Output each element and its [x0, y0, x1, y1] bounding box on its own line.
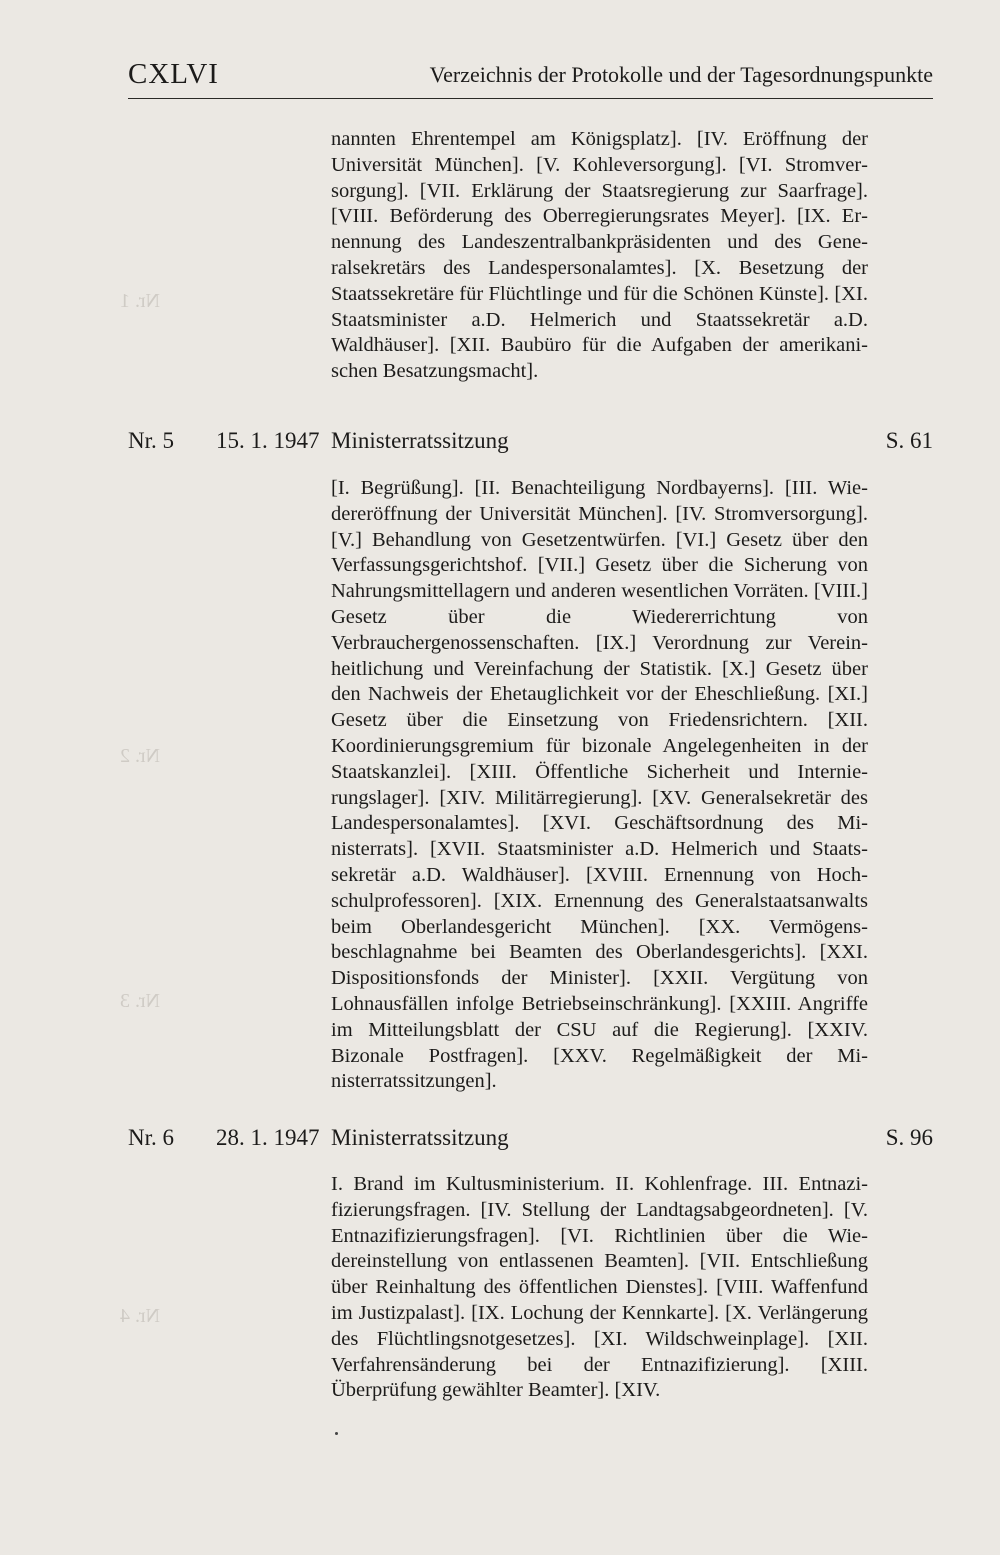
entry-title: Ministerratssitzung [331, 1125, 509, 1150]
running-title: Verzeichnis der Protokolle und der Tagesordnungspunkte [429, 62, 933, 87]
show-through-decoration: Nr. 2 [120, 745, 160, 767]
show-through-decoration: Nr. 1 [120, 290, 160, 312]
page-header [128, 58, 933, 99]
entry-title: Ministerratssitzung [331, 428, 509, 453]
page-number: CXLVI [128, 58, 219, 90]
ink-speck [335, 1432, 338, 1435]
entry-number: Nr. 6 [128, 1125, 174, 1150]
entry-agenda-text: I. Brand im Kultusministerium. II. Kohlenfrage. III. Entnazifizierungsfragen. [IV. Stellung der Landtagsabgeordneten]. [V. Entnazifizierungsfragen]. [VI. Richtlinien über die Wiedereinstellung von entlassenen Beamten]. [VII. Entschließung über Reinhaltung des öffentlichen Dienstes]. [VIII. Waffenfund im Justizpalast]. [IX. Lochung der Kennkarte]. [X. Verlängerung des Flüchtlingsnotgesetzes]. [XI. Wildschweinplage]. [XII. Verfahrensänderung bei der Entnazifizierung]. [XIII. Überprüfung gewählter Beamter]. [XIV. [331, 1173, 868, 1402]
entry-date: 15. 1. 1947 [216, 428, 320, 453]
entry-heading-nr5 [128, 428, 933, 460]
entry-heading-nr6 [128, 1125, 933, 1157]
entry-page-reference: S. 61 [885, 428, 933, 453]
entry-number: Nr. 5 [128, 428, 174, 453]
show-through-decoration: Nr. 3 [120, 990, 160, 1012]
entry-page-reference: S. 96 [885, 1125, 933, 1150]
entry-date: 28. 1. 1947 [216, 1125, 320, 1150]
continued-agenda-text: nannten Ehrentempel am Königsplatz]. [IV. Eröffnung der Universität München]. [V. Kohleversorgung]. [VI. Stromversorgung]. [VII. Erklärung der Staatsregierung zur Saarfrage]. [VIII. Beförderung des Oberregierungsrates Meyer]. [IX. Ernennung des Landeszentralbankpräsidenten und des Generalsekretärs des Landespersonalamtes]. [X. Besetzung der Staatssekretäre für Flüchtlinge und für die Schönen Künste]. [XI. Staatsminister a.D. Helmerich und Staatssekretär a.D. Waldhäuser]. [XII. Baubüro für die Aufgaben der amerikanischen Besatzungsmacht]. [331, 128, 868, 383]
show-through-decoration: Nr. 4 [120, 1305, 160, 1327]
entry-agenda-text: [I. Begrüßung]. [II. Benachteiligung Nordbayerns]. [III. Wiedereröffnung der Universität München]. [IV. Stromversorgung]. [V.] Behandlung von Gesetzentwürfen. [VI.] Gesetz über den Verfassungsgerichtshof. [VII.] Gesetz über die Sicherung von Nahrungsmittellagern und anderen wesentlichen Vorräten. [VIII.] Gesetz über die Wiedererrichtung von Verbrauchergenossenschaften. [IX.] Verordnung zur Vereinheitlichung und Vereinfachung der Statistik. [X.] Gesetz über den Nachweis der Ehetauglichkeit vor der Eheschließung. [XI.] Gesetz über die Einsetzung von Friedensrichtern. [XII. Koordinierungsgremium für bizonale Angelegenheiten in der Staatskanzlei]. [XIII. Öffentliche Sicherheit und Internierungslager]. [XIV. Militärregierung]. [XV. Generalsekretär des Landespersonalamtes]. [XVI. Geschäftsordnung des Ministerrats]. [XVII. Staatsminister a.D. Helmerich und Staatssekretär a.D. Waldhäuser]. [XVIII. Ernennung von Hochschulprofessoren]. [XIX. Ernennung des Generalstaatsanwalts beim Oberlandesgericht München]. [XX. Vermögensbeschlagnahme bei Beamten des Oberlandesgerichts]. [XXI. Dispositionsfonds der Minister]. [XXII. Vergütung von Lohnausfällen infolge Betriebseinschränkung]. [XXIII. Angriffe im Mitteilungsblatt der CSU auf die Regierung]. [XXIV. Bizonale Postfragen]. [XXV. Regelmäßigkeit der Ministerratssitzungen]. [331, 477, 868, 1093]
